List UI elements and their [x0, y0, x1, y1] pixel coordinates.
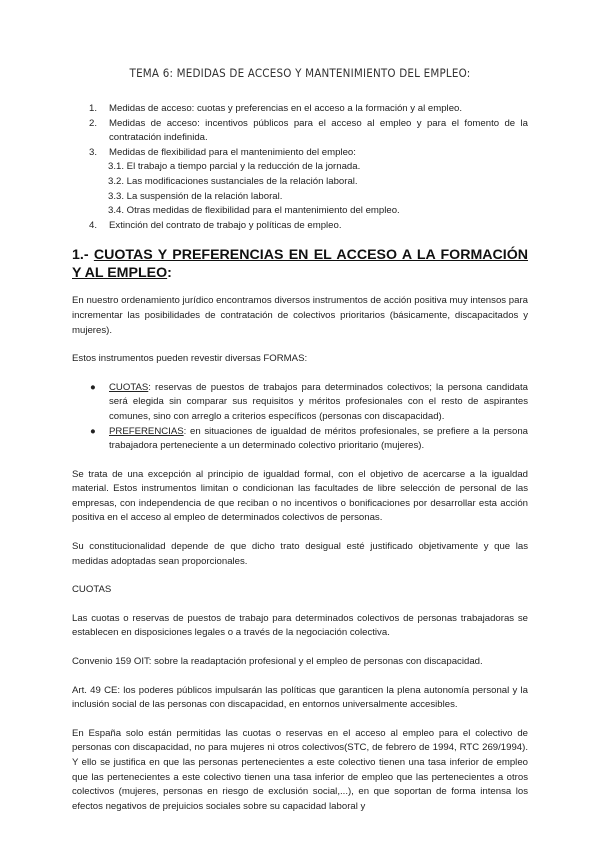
paragraph-convenio: Convenio 159 OIT: sobre la readaptación profesional y el empleo de personas con discapacidad. [72, 656, 483, 668]
paragraph-cuotas-definition: Las cuotas o reservas de puestos de trabajo para determinados colectivos de personas trabajadoras se establecen en disposiciones legales o a través de la negociación colectiva. [72, 612, 528, 639]
toc-item-4 [72, 219, 528, 234]
heading-suffix: : [167, 264, 172, 281]
bullet-text: : en situaciones de igualdad de méritos profesionales, se prefiere a la persona trabajadora perteneciente a un determinado colectivo prioritario (mujeres). [109, 425, 528, 452]
document-page [72, 66, 528, 828]
paragraph-art49: Art. 49 CE: los poderes públicos impulsarán las políticas que garanticen la plena autonomía personal y la inclusión social de las personas con discapacidad, en entornos universalmente accesibles. [72, 684, 528, 711]
toc-number: 4. [89, 219, 98, 231]
bullet-term: PREFERENCIAS [109, 425, 184, 437]
toc-item-3 [72, 146, 528, 161]
bullet-icon: ● [90, 425, 96, 437]
toc-text: 3.2. Las modificaciones sustanciales de la relación laboral. [108, 175, 358, 187]
paragraph-constitutionality: Su constitucionalidad depende de que dicho trato desigual esté justificado objetivamente y que las medidas adoptadas sean proporcionales. [72, 541, 528, 567]
toc-text: Medidas de flexibilidad para el mantenimiento del empleo: [109, 146, 356, 158]
paragraph-cuotas-label: CUOTAS [72, 584, 112, 596]
toc-number: 3. [89, 146, 98, 158]
bullet-preferencias [72, 425, 528, 454]
document-title: TEMA 6: MEDIDAS DE ACCESO Y MANTENIMIENTO DEL EMPLEO: [129, 66, 471, 80]
paragraph-forms: Estos instrumentos pueden revestir diversas FORMAS: [72, 353, 308, 365]
table-of-contents [72, 102, 528, 233]
toc-text: Medidas de acceso: incentivos públicos para el acceso al empleo y para el fomento de la contratación indefinida. [109, 117, 528, 144]
toc-item-1 [72, 102, 528, 117]
heading-text: CUOTAS Y PREFERENCIAS EN EL ACCESO A LA FORMACIÓN Y AL EMPLEO [72, 247, 529, 281]
toc-subitem-3-4 [72, 204, 528, 219]
forms-bullet-list [72, 381, 528, 454]
bullet-icon: ● [90, 381, 96, 393]
section-heading [72, 247, 528, 282]
toc-number: 2. [89, 117, 98, 129]
paragraph-espana: En España solo están permitidas las cuotas o reservas en el acceso al empleo para el colectivo de personas con discapacidad, no para mujeres ni otros colectivos(STC, de febrero de 1994, RTC 269/1994). Y ello se justifica en que las personas pertenecientes a este colectivo tienen una tasa inferior de empleo que las pertenecientes a este colectivo tienen una tasa inferior de empleo que las pertenecientes a otros colectivos (mujeres, personas en riesgo de exclusión social,...), en que soportan de forma intensa los efectos negativos de prejuicios sociales sobre su capacidad laboral y [72, 727, 528, 812]
bullet-text: : reservas de puestos de trabajos para determinados colectivos; la persona candidata será elegida sin comparar sus requisitos y méritos profesionales con el resto de aspirantes comunes, sino con arreglo a criterios específicos (personas con discapacidad). [109, 381, 528, 422]
toc-text: Medidas de acceso: cuotas y preferencias en el acceso a la formación y al empleo. [109, 103, 463, 114]
bullet-term: CUOTAS [109, 381, 149, 393]
toc-item-2 [72, 117, 528, 146]
toc-text: Extinción del contrato de trabajo y políticas de empleo. [109, 219, 342, 231]
bullet-cuotas [72, 381, 528, 425]
toc-subitem-3-1 [72, 160, 528, 175]
toc-number: 1. [89, 103, 98, 114]
toc-text: 3.3. La suspensión de la relación laboral. [108, 190, 283, 202]
paragraph-exception: Se trata de una excepción al principio de igualdad formal, con el objetivo de acercarse a la igualdad material. Estos instrumentos limitan o condicionan las facultades de libre selección de personal de las empresas, con independencia de que reciban o no incentivos o bonificaciones por desarrollar esta acción positiva en el acceso al empleo de determinados colectivos de personas. [72, 468, 528, 524]
toc-subitem-3-2 [72, 175, 528, 190]
paragraph-intro: En nuestro ordenamiento jurídico encontramos diversos instrumentos de acción positiva muy intensos para incrementar las posibilidades de contratación de colectivos prioritarios (básicamente, discapacitados y mujeres). [72, 295, 528, 336]
heading-prefix: 1.- [72, 247, 94, 264]
toc-text: 3.1. El trabajo a tiempo parcial y la reducción de la jornada. [108, 161, 361, 173]
toc-text: 3.4. Otras medidas de flexibilidad para el mantenimiento del empleo. [108, 205, 400, 217]
toc-subitem-3-3 [72, 190, 528, 205]
